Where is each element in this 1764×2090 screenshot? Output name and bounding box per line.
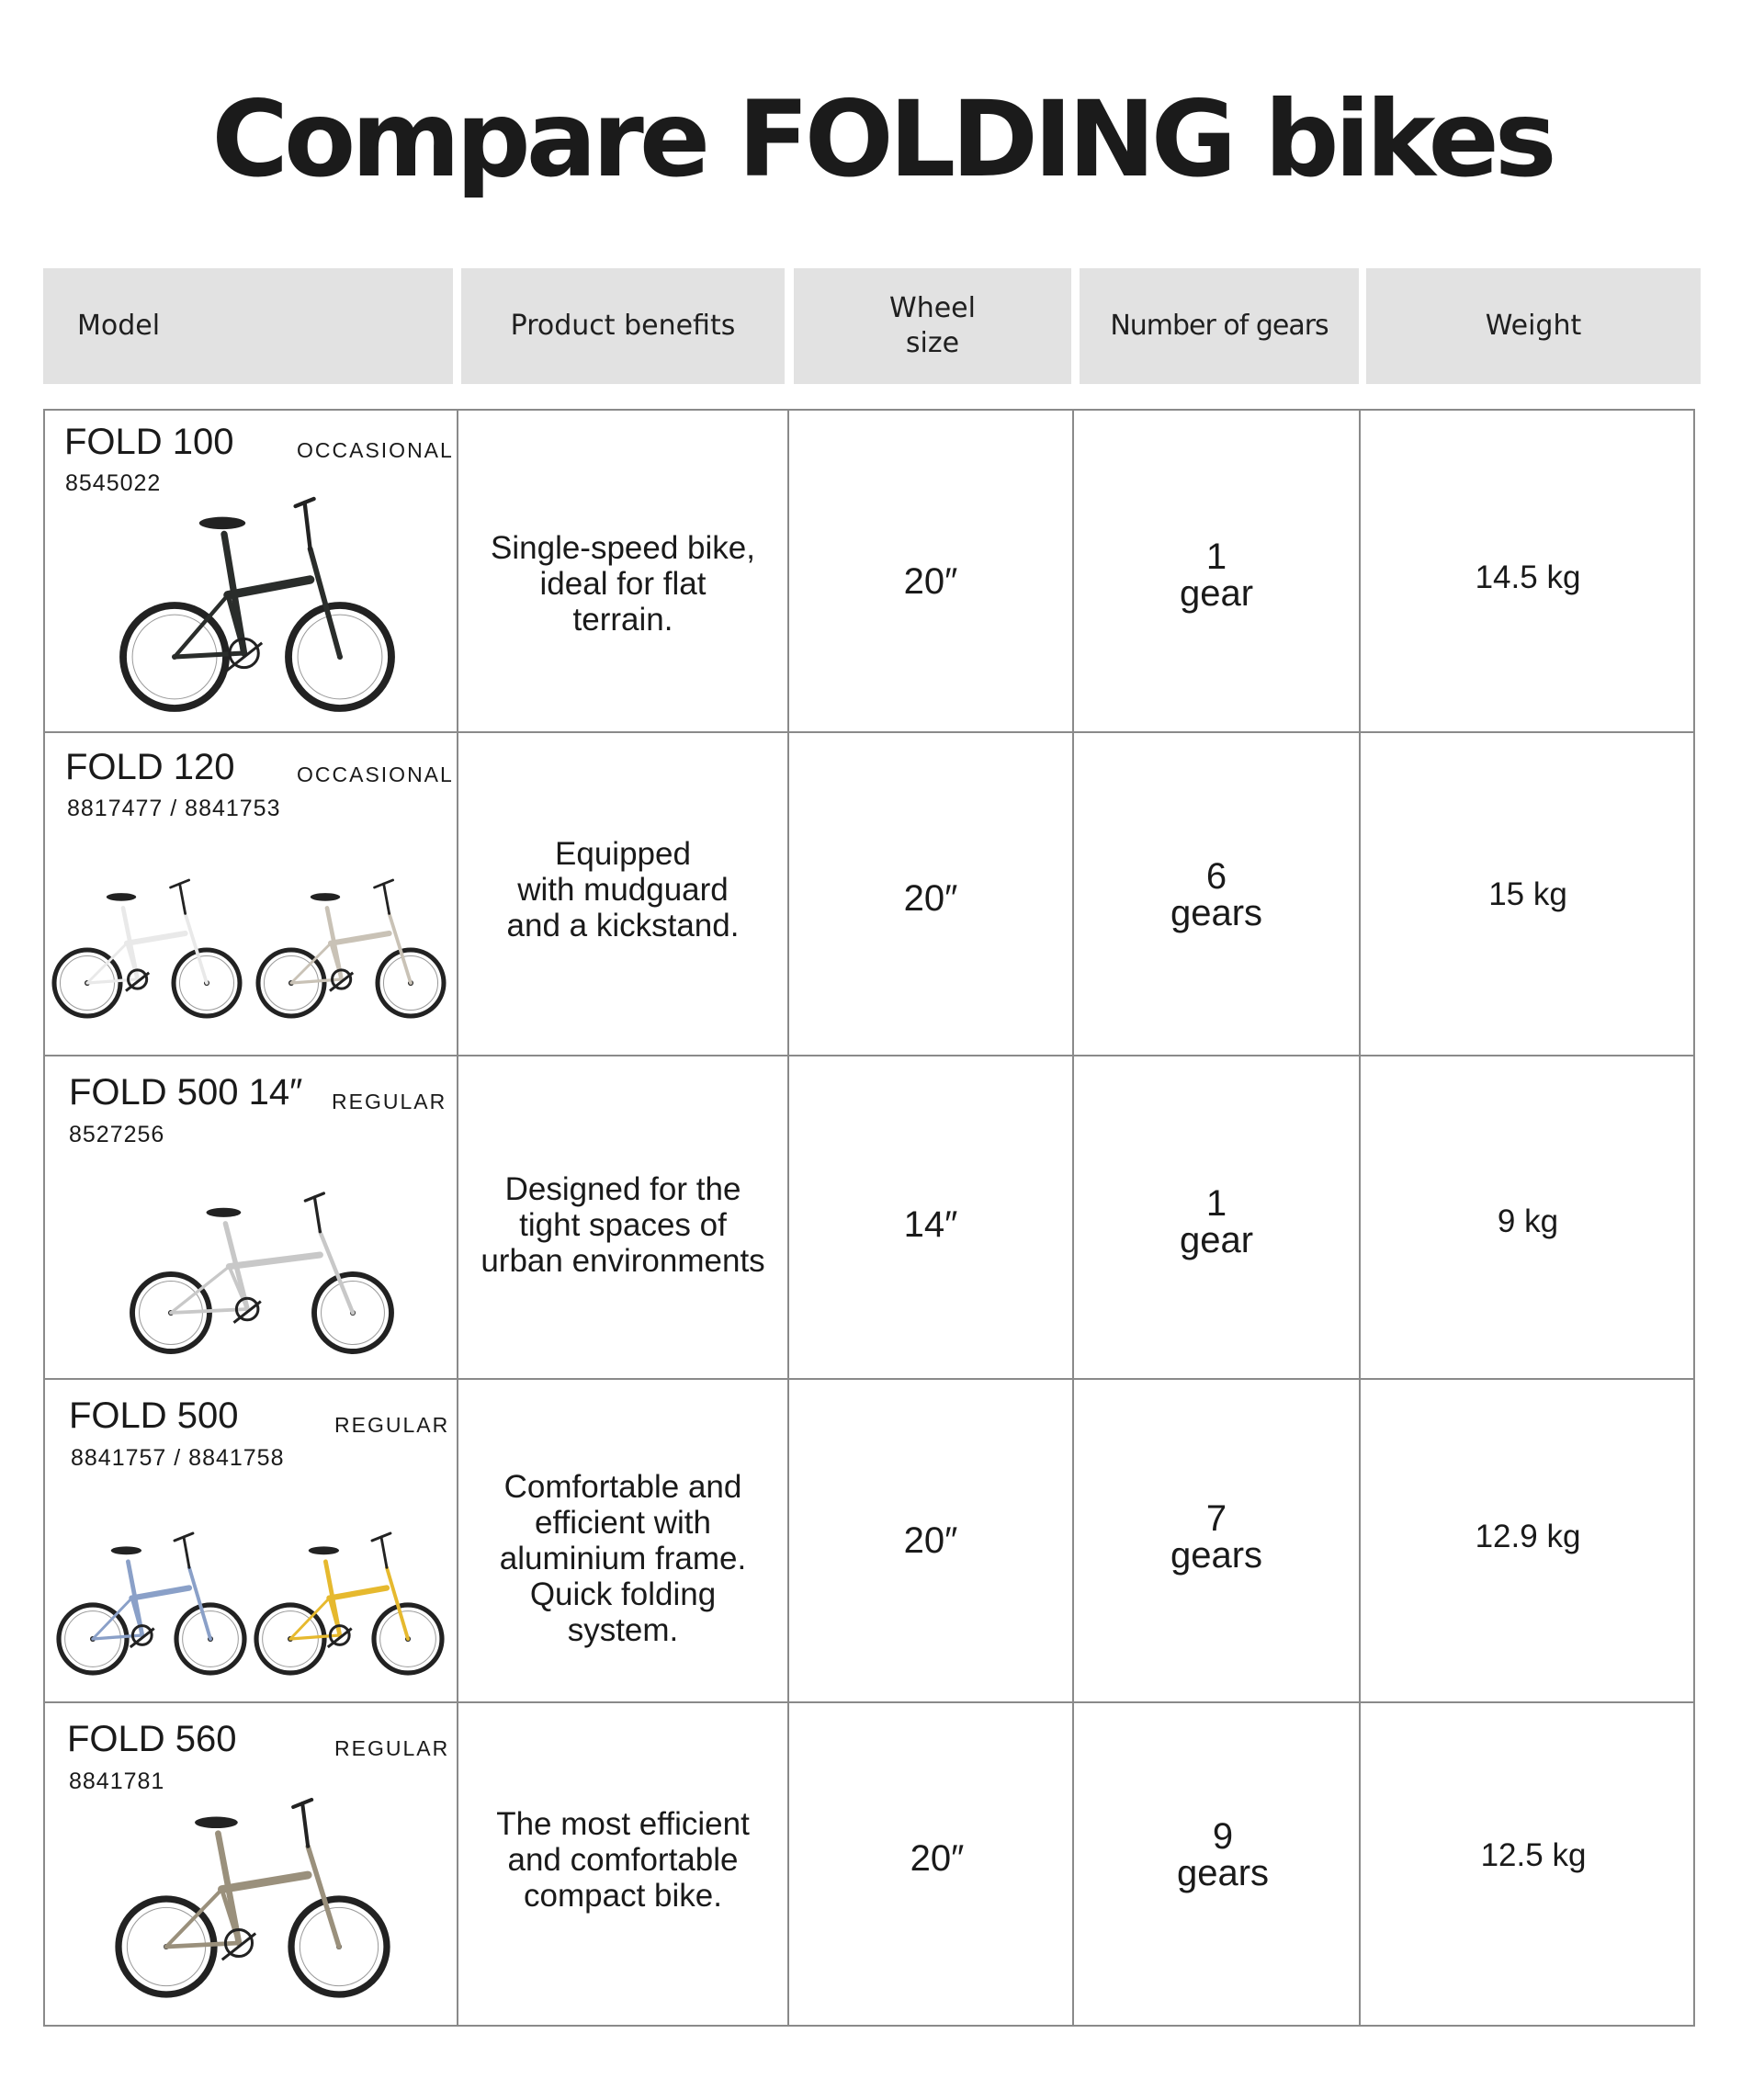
model-code: 8545022: [65, 470, 162, 496]
usage-tag: REGULAR: [332, 1090, 447, 1113]
model-code: 8817477 / 8841753: [67, 796, 281, 821]
bike-main-tube: [228, 580, 311, 595]
header-product-benefits: Product benefits: [461, 268, 785, 384]
bike-stem: [302, 1803, 308, 1847]
bike-image: [51, 859, 243, 1020]
product-benefits: Comfortable and efficient with aluminium frame. Quick folding system.: [499, 1468, 747, 1648]
bike-chainstay: [166, 1943, 239, 1947]
bike-chainstay: [290, 1635, 340, 1639]
bike-main-tube: [229, 1255, 320, 1267]
row-divider: [43, 1701, 1695, 1703]
header-wheel-size: Wheel size: [794, 268, 1071, 384]
model-name: FOLD 500 14″: [69, 1072, 303, 1113]
header-number-of-gears: Number of gears: [1080, 268, 1359, 384]
wheel-size: 20″: [903, 877, 958, 919]
weight: 12.9 kg: [1475, 1518, 1581, 1554]
weight: 14.5 kg: [1475, 559, 1581, 595]
product-benefits: Single-speed bike, ideal for flat terrain.: [491, 529, 755, 638]
number-of-gears: 6 gears: [1170, 856, 1263, 933]
bike-image: [254, 859, 447, 1020]
bike-chainstay: [175, 653, 244, 657]
bike-stem: [180, 884, 186, 913]
usage-tag: REGULAR: [334, 1413, 450, 1437]
model-name: FOLD 560: [67, 1719, 237, 1759]
bike-saddle: [309, 1546, 339, 1554]
bike-image: [253, 1520, 446, 1677]
bike-image: [129, 1125, 395, 1355]
bike-stem: [305, 503, 311, 548]
model-code: 8841757 / 8841758: [71, 1445, 285, 1471]
wheel-size: 20″: [903, 560, 958, 602]
usage-tag: OCCASIONAL: [297, 438, 454, 462]
bike-image: [119, 491, 395, 712]
number-of-gears: 1 gear: [1179, 537, 1254, 614]
usage-tag: OCCASIONAL: [297, 763, 454, 786]
header-model: Model: [43, 268, 453, 384]
bike-image: [115, 1778, 390, 1998]
bike-stem: [314, 1197, 320, 1232]
row-divider: [43, 1055, 1695, 1056]
number-of-gears: 9 gears: [1176, 1816, 1270, 1893]
bike-main-tube: [329, 1588, 387, 1599]
model-name: FOLD 500: [69, 1395, 239, 1436]
bike-saddle: [207, 1208, 242, 1217]
bike-saddle: [311, 893, 340, 901]
number-of-gears: 7 gears: [1170, 1498, 1263, 1576]
bike-main-tube: [331, 933, 390, 943]
product-benefits: The most efficient and comfortable compact bike.: [496, 1805, 750, 1914]
product-benefits: Equipped with mudguard and a kickstand.: [506, 835, 740, 943]
product-benefits: Designed for the tight spaces of urban environments: [481, 1170, 765, 1279]
page-title: Compare FOLDING bikes: [211, 78, 1553, 200]
bike-saddle: [107, 893, 136, 901]
bike-saddle: [195, 1817, 238, 1828]
model-name: FOLD 100: [64, 422, 234, 462]
bike-stem: [384, 884, 390, 913]
header-weight: Weight: [1366, 268, 1701, 384]
usage-tag: REGULAR: [334, 1736, 450, 1760]
weight: 12.5 kg: [1480, 1836, 1587, 1873]
bike-main-tube: [131, 1588, 189, 1599]
wheel-size: 14″: [903, 1203, 958, 1245]
bike-main-tube: [221, 1875, 308, 1890]
bike-stem: [381, 1537, 387, 1567]
weight: 15 kg: [1488, 876, 1567, 912]
bike-stem: [184, 1537, 189, 1567]
bike-chainstay: [93, 1635, 142, 1639]
wheel-size: 20″: [910, 1837, 965, 1879]
bike-image: [55, 1520, 248, 1677]
number-of-gears: 1 gear: [1179, 1183, 1254, 1260]
row-divider: [43, 1378, 1695, 1380]
weight: 9 kg: [1497, 1203, 1559, 1239]
wheel-size: 20″: [903, 1519, 958, 1561]
row-divider: [43, 731, 1695, 733]
bike-saddle: [199, 517, 245, 529]
bike-main-tube: [127, 933, 186, 943]
model-name: FOLD 120: [65, 747, 235, 787]
bike-saddle: [111, 1546, 141, 1554]
model-code: 8841781: [69, 1768, 165, 1794]
model-code: 8527256: [69, 1122, 165, 1147]
